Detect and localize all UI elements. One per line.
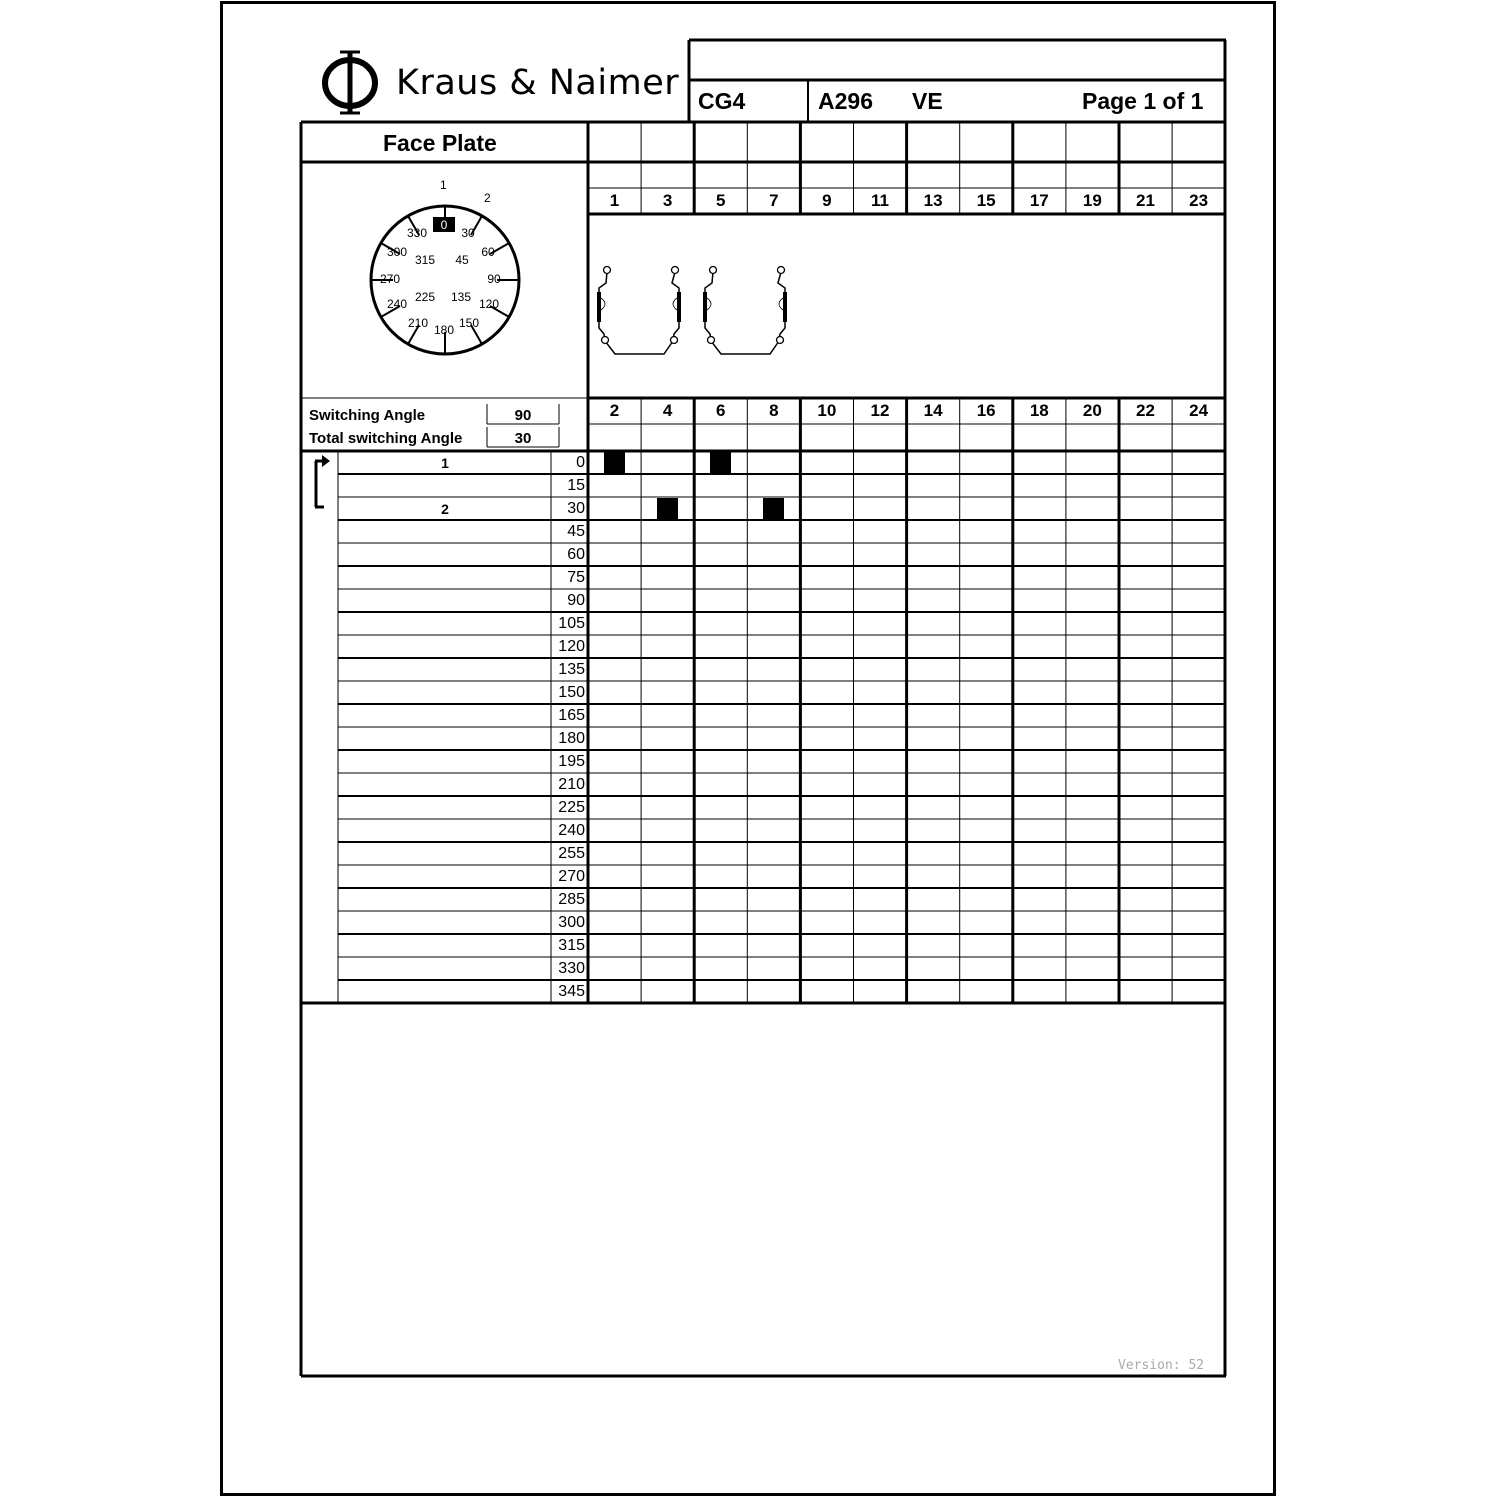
position-angle: 315	[558, 937, 585, 954]
position-angle: 195	[558, 753, 585, 770]
terminal-top: 15	[976, 191, 996, 210]
dial-angle-label: 300	[386, 245, 408, 259]
terminal-top: 3	[662, 191, 673, 210]
position-angle: 45	[567, 523, 585, 540]
terminal-bottom: 4	[662, 401, 673, 420]
position-angle: 270	[558, 868, 585, 885]
dial-angle-label: 45	[455, 253, 469, 267]
closed-contact-mark	[657, 498, 678, 519]
position-angle: 135	[558, 661, 585, 678]
total-switching-angle-value: 30	[514, 430, 532, 447]
switching-angle-label: Switching Angle	[309, 407, 426, 424]
dial-angle-label: 30	[461, 226, 475, 240]
series-code: CG4	[698, 88, 746, 114]
face-plate-title: Face Plate	[383, 130, 497, 156]
terminal-top: 17	[1029, 191, 1049, 210]
position-angle: 30	[567, 500, 585, 517]
dial-angle-label: 240	[386, 297, 408, 311]
position-angle: 180	[558, 730, 585, 747]
terminal-bottom: 6	[715, 401, 726, 420]
terminal-top: 9	[822, 191, 832, 210]
switching-angle-value: 90	[514, 407, 532, 424]
terminal-bottom: 2	[609, 401, 620, 420]
page-indicator: Page 1 of 1	[1082, 88, 1204, 114]
dial-angle-label: 120	[478, 297, 500, 311]
closed-contact-mark	[763, 498, 784, 519]
dial-position-1: 1	[440, 178, 447, 192]
dial-angle-label: 330	[406, 226, 428, 240]
dial-angle-label: 135	[450, 290, 472, 304]
dial-angle-label: 270	[379, 272, 401, 286]
terminal-top: 23	[1189, 191, 1209, 210]
position-angle: 285	[558, 891, 585, 908]
position-angle: 345	[558, 983, 585, 1000]
product-code: A296	[818, 88, 873, 114]
dial-angle-label: 315	[414, 253, 436, 267]
company-name: Kraus & Naimer	[396, 63, 680, 103]
terminal-bottom: 18	[1029, 401, 1049, 420]
terminal-bottom: 22	[1136, 401, 1155, 420]
position-angle: 210	[558, 776, 585, 793]
position-label: 1	[441, 455, 449, 471]
variant-code: VE	[912, 88, 943, 114]
terminal-top: 11	[871, 191, 889, 210]
position-label: 2	[441, 501, 449, 517]
terminal-top: 13	[923, 191, 943, 210]
position-angle: 165	[558, 707, 585, 724]
terminal-top: 19	[1082, 191, 1102, 210]
position-angle: 15	[567, 477, 585, 494]
terminal-top: 5	[715, 191, 726, 210]
position-angle: 330	[558, 960, 585, 977]
dial-angle-label: 90	[487, 272, 501, 286]
terminal-top: 7	[769, 191, 779, 210]
dial-angle-label: 210	[407, 316, 429, 330]
terminal-top: 1	[609, 191, 620, 210]
position-angle: 90	[567, 592, 585, 609]
position-angle: 60	[567, 546, 585, 563]
terminal-top: 21	[1136, 191, 1155, 210]
dial-position-2: 2	[484, 191, 491, 205]
dial-angle-label: 0	[440, 218, 448, 232]
dial-angle-label: 180	[433, 323, 455, 337]
closed-contact-mark	[604, 452, 625, 473]
dial-angle-label: 60	[481, 245, 495, 259]
position-angle: 240	[558, 822, 585, 839]
position-angle: 75	[567, 569, 585, 586]
position-angle: 255	[558, 845, 585, 862]
closed-contact-mark	[710, 452, 731, 473]
terminal-bottom: 10	[817, 401, 837, 420]
terminal-bottom: 8	[769, 401, 779, 420]
total-switching-angle-label: Total switching Angle	[309, 430, 463, 447]
position-angle: 105	[558, 615, 585, 632]
terminal-bottom: 14	[923, 401, 943, 420]
terminal-bottom: 20	[1082, 401, 1102, 420]
dial-angle-label: 150	[458, 316, 480, 330]
position-angle: 225	[558, 799, 585, 816]
position-angle: 120	[558, 638, 585, 655]
terminal-bottom: 12	[870, 401, 890, 420]
terminal-bottom: 24	[1189, 401, 1209, 420]
terminal-bottom: 16	[976, 401, 996, 420]
dial-angle-label: 225	[414, 290, 436, 304]
position-angle: 0	[576, 454, 585, 471]
position-angle: 150	[558, 684, 585, 701]
position-angle: 300	[558, 914, 585, 931]
version-label: Version: 52	[1118, 1358, 1205, 1373]
